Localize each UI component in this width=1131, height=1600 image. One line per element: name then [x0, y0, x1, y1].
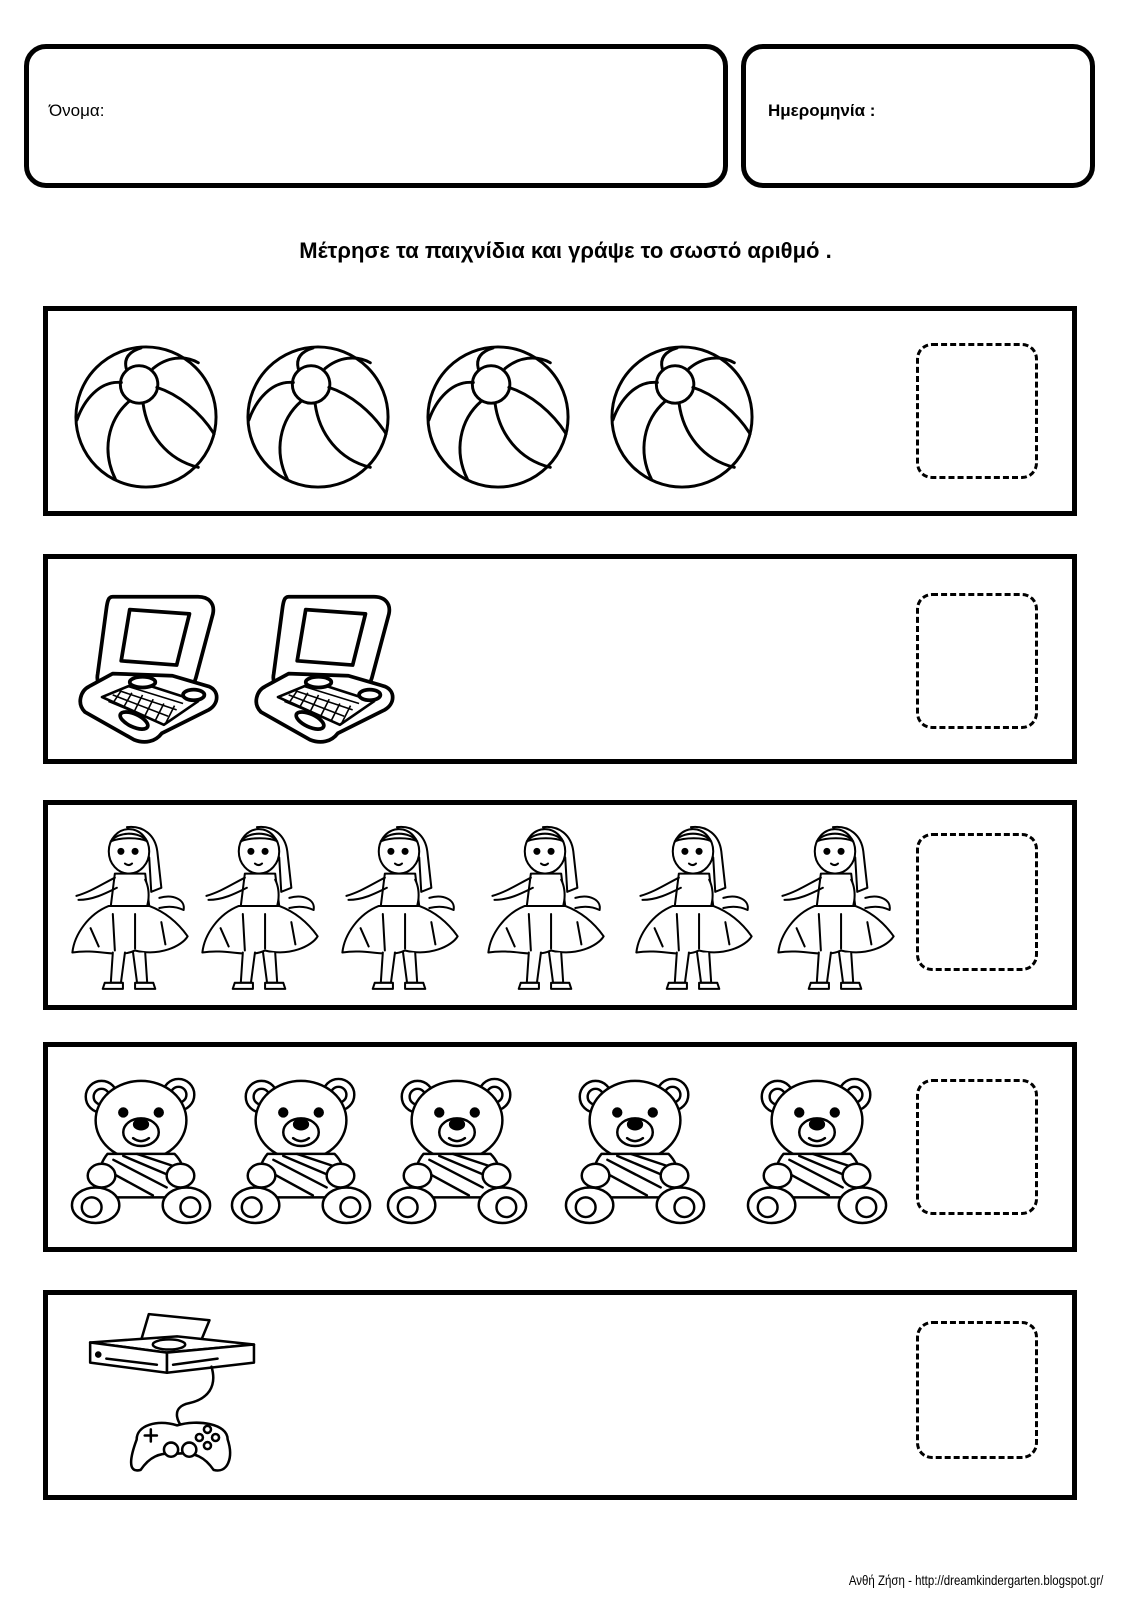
answer-box[interactable] [916, 593, 1038, 729]
game-console-icon [76, 1305, 258, 1479]
date-label: Ημερομηνία : [768, 101, 876, 120]
toy-laptop-icon [70, 579, 230, 749]
doll-icon [484, 817, 606, 999]
count-row-console [43, 1290, 1077, 1500]
count-row-bears [43, 1042, 1077, 1252]
instruction-text: Μέτρησε τα παιχνίδια και γράψε το σωστό αριθμό . [299, 238, 832, 263]
teddy-bear-icon [384, 1069, 532, 1227]
doll-icon [632, 817, 754, 999]
teddy-bear-icon [562, 1069, 710, 1227]
count-row-balls [43, 306, 1077, 516]
beach-ball-icon [244, 343, 392, 491]
beach-ball-icon [608, 343, 756, 491]
teddy-bear-icon [744, 1069, 892, 1227]
teddy-bear-icon [228, 1069, 376, 1227]
answer-box[interactable] [916, 1079, 1038, 1215]
doll-icon [198, 817, 320, 999]
answer-box[interactable] [916, 833, 1038, 971]
credit-footer: Ανθή Ζήση - http://dreamkindergarten.blogspot.gr/ [848, 1572, 1103, 1588]
doll-icon [774, 817, 896, 999]
count-row-laptops [43, 554, 1077, 764]
doll-icon [338, 817, 460, 999]
beach-ball-icon [424, 343, 572, 491]
doll-icon [68, 817, 190, 999]
answer-box[interactable] [916, 1321, 1038, 1459]
name-label: Όνομα: [49, 101, 105, 120]
beach-ball-icon [72, 343, 220, 491]
toy-laptop-icon [246, 579, 406, 749]
name-field[interactable] [24, 44, 728, 188]
answer-box[interactable] [916, 343, 1038, 479]
count-row-dolls [43, 800, 1077, 1010]
teddy-bear-icon [68, 1069, 216, 1227]
date-field[interactable] [741, 44, 1095, 188]
